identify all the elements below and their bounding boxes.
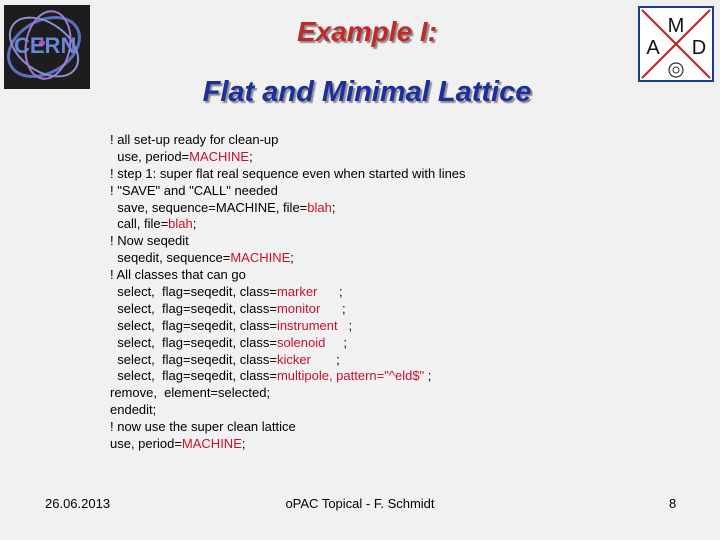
code-text: ;: [424, 368, 432, 384]
code-line: [110, 267, 670, 284]
code-text: call, file=: [110, 216, 169, 232]
code-text: use, period=: [110, 148, 190, 164]
code-text: use, period=: [110, 436, 182, 452]
code-line: [110, 166, 670, 183]
slide-subtitle: Flat and Minimal Lattice: [202, 76, 532, 108]
code-text: ;: [325, 334, 348, 350]
slide-title: Example I:: [296, 16, 438, 47]
code-line: [110, 301, 670, 318]
code-text: ;: [317, 284, 343, 300]
code-text: save, sequence=MACHINE, file=: [110, 199, 308, 215]
code-highlight: MACHINE: [230, 250, 291, 266]
code-block: [110, 132, 670, 453]
code-text: remove, element=selected;: [110, 385, 271, 401]
code-line: [110, 402, 670, 419]
code-text: ;: [290, 250, 294, 266]
mad-letter-d: D: [691, 37, 707, 59]
code-text: select, flag=seqedit, class=: [110, 284, 277, 300]
code-text: ;: [310, 351, 340, 367]
code-line: [110, 183, 670, 200]
code-line: [110, 419, 670, 436]
code-text: ;: [192, 216, 197, 232]
code-line: [110, 284, 670, 301]
code-highlight: MACHINE: [189, 148, 250, 164]
code-highlight: solenoid: [276, 334, 326, 350]
code-line: [110, 352, 670, 369]
code-text: select, flag=seqedit, class=: [110, 351, 277, 367]
code-text: ;: [320, 300, 346, 316]
code-text: seqedit, sequence=: [110, 250, 231, 266]
code-text: ! "SAVE" and "CALL" needed: [110, 182, 278, 198]
code-text: ! Now seqedit: [110, 233, 189, 249]
code-highlight: instrument: [276, 317, 338, 333]
code-highlight: MACHINE: [181, 436, 242, 452]
code-line: [110, 250, 670, 267]
code-highlight: kicker: [276, 351, 311, 367]
code-highlight: monitor: [276, 300, 321, 316]
code-text: ! All classes that can go: [110, 267, 246, 283]
code-line: [110, 233, 670, 250]
code-text: select, flag=seqedit, class=: [110, 317, 277, 333]
cern-logo-text: CERN: [14, 33, 77, 58]
mad-letter-m: M: [667, 15, 685, 37]
code-text: ;: [337, 317, 353, 333]
code-highlight: multipole, pattern="^eld$": [276, 368, 425, 384]
code-line: [110, 385, 670, 402]
code-line: [110, 149, 670, 166]
code-text: ! now use the super clean lattice: [110, 419, 296, 435]
code-text: ! all set-up ready for clean-up: [110, 132, 279, 147]
code-text: ;: [331, 199, 336, 215]
code-text: select, flag=seqedit, class=: [110, 334, 277, 350]
footer-date: 26.06.2013: [45, 496, 111, 511]
code-highlight: marker: [276, 284, 318, 300]
code-text: ;: [249, 148, 253, 164]
code-line: [110, 436, 670, 453]
footer-center-text: oPAC Topical - F. Schmidt: [285, 496, 435, 511]
code-text: ;: [241, 436, 246, 452]
mad-letter-a: A: [646, 37, 660, 59]
code-highlight: blah: [307, 199, 332, 215]
footer-page-number: 8: [669, 496, 677, 511]
code-line: [110, 216, 670, 233]
code-text: endedit;: [110, 402, 157, 418]
code-line: [110, 335, 670, 352]
code-line: [110, 368, 670, 385]
code-line: [110, 132, 670, 149]
code-text: select, flag=seqedit, class=: [110, 368, 277, 384]
code-highlight: blah: [168, 216, 193, 232]
code-line: [110, 318, 670, 335]
code-text: select, flag=seqedit, class=: [110, 300, 277, 316]
code-line: [110, 200, 670, 217]
code-text: ! step 1: super flat real sequence even when started with lines: [110, 165, 466, 181]
